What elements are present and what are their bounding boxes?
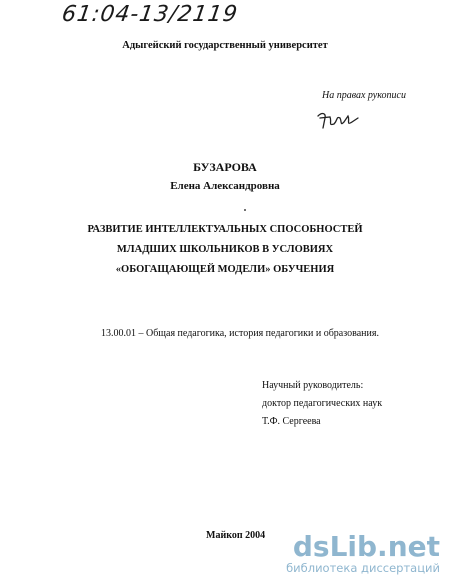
advisor-name: Т.Ф. Сергеева — [262, 416, 321, 427]
advisor-degree: доктор педагогических наук — [262, 398, 383, 409]
watermark — [286, 530, 440, 575]
thesis-title-line-3: «ОБОГАЩАЮЩЕЙ МОДЕЛИ» ОБУЧЕНИЯ — [115, 264, 335, 275]
place-and-year: Майкоп 2004 — [206, 530, 266, 541]
thesis-title-line-1: РАЗВИТИЕ ИНТЕЛЛЕКТУАЛЬНЫХ СПОСОБНОСТЕЙ — [87, 224, 363, 235]
signature-icon — [316, 110, 360, 132]
rights-note: На правах рукописи — [322, 90, 406, 101]
speck-mark — [244, 209, 246, 211]
specialty-code: 13.00.01 – Общая педагогика, история педагогики и образования. — [101, 328, 379, 339]
watermark-logo: dsLib.net — [292, 530, 440, 563]
watermark-tagline: библиотека диссертаций — [286, 561, 440, 575]
advisor-label: Научный руководитель: — [262, 380, 364, 391]
author-given-names: Елена Александровна — [170, 180, 280, 192]
university-name: Адыгейский государственный университет — [122, 40, 328, 51]
thesis-title-line-2: МЛАДШИХ ШКОЛЬНИКОВ В УСЛОВИЯХ — [116, 244, 334, 255]
author-surname: БУЗАРОВА — [193, 160, 257, 174]
handwritten-catalog-number: 61:04-13/2119 — [60, 2, 240, 27]
